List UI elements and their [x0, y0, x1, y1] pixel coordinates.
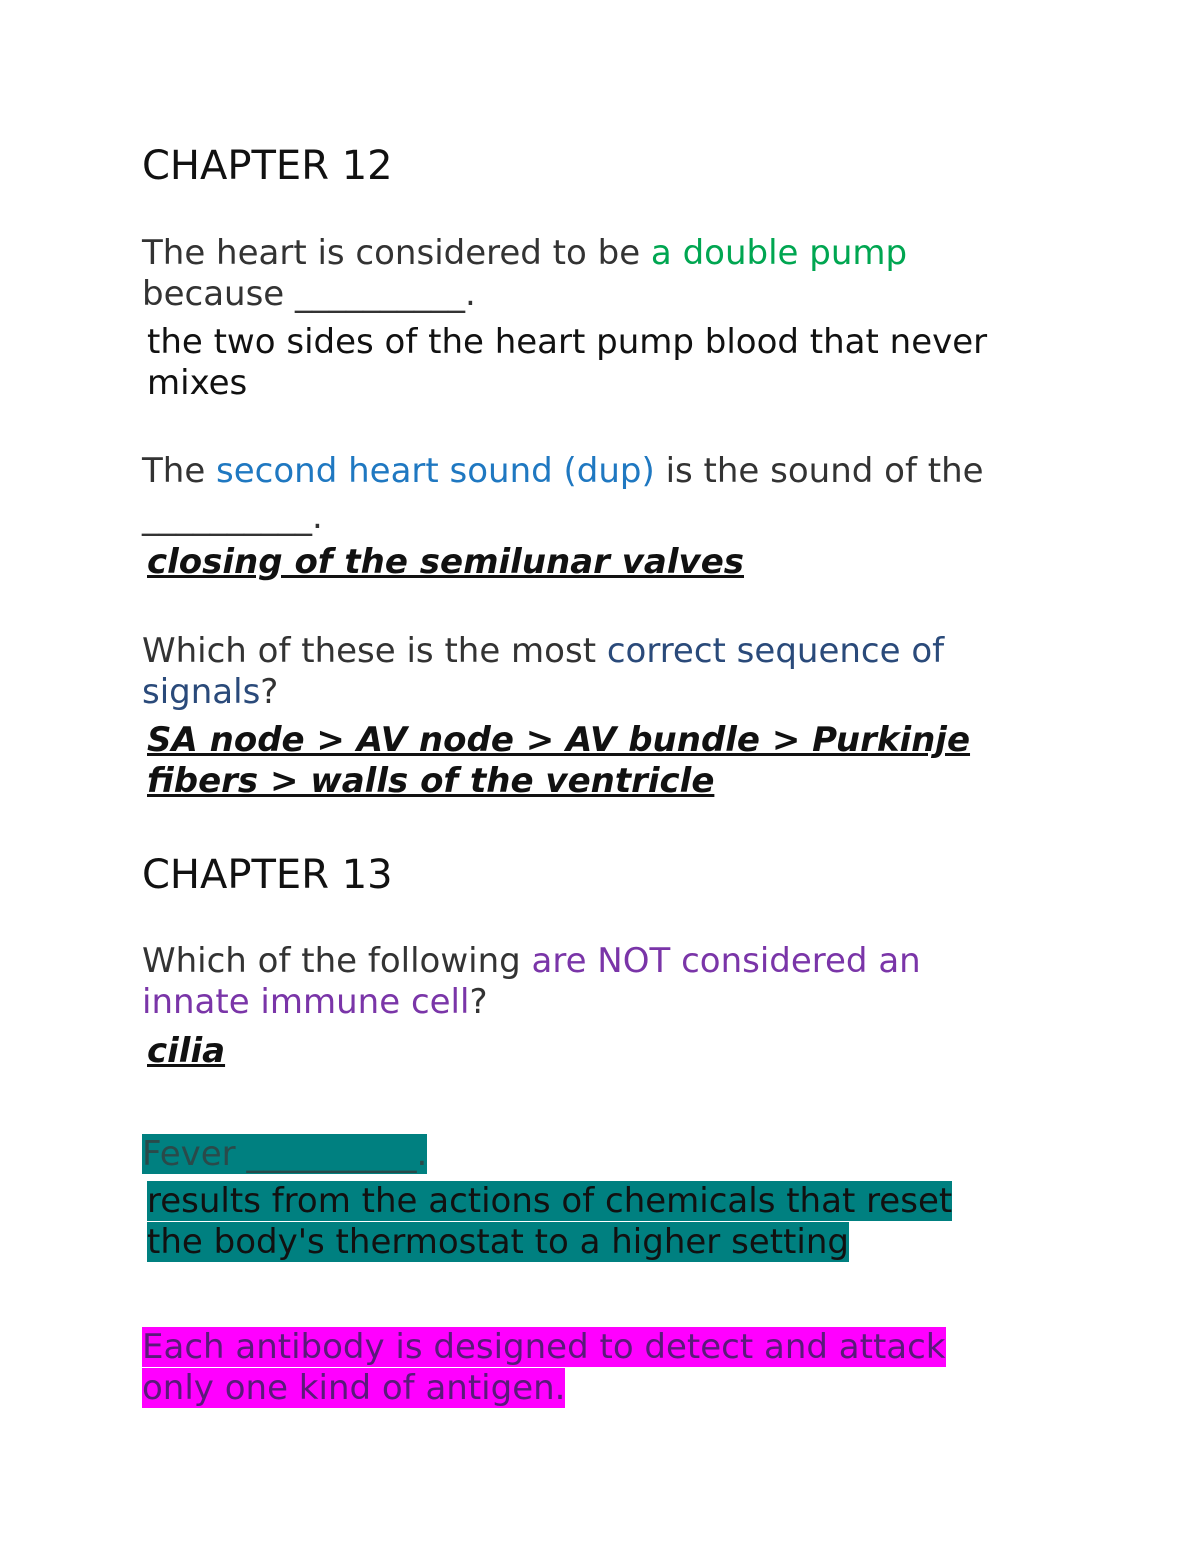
- ch13-q3-line1: [142, 1327, 946, 1368]
- chapter-12-heading: CHAPTER 12: [142, 143, 393, 189]
- ch13-q1-highlight-2: innate immune cell: [142, 982, 470, 1022]
- ch12-q2-highlight: second heart sound (dup): [216, 451, 655, 491]
- ch13-q2-text: Fever __________.: [142, 1134, 428, 1174]
- ch12-q3-highlight-1: correct sequence of: [606, 631, 945, 671]
- ch13-q1-line2: [142, 982, 488, 1023]
- ch13-q2-answer-text-1: results from the actions of chemicals that reset: [147, 1181, 953, 1221]
- ch13-q3-line2: [142, 1368, 565, 1409]
- ch13-q2-line: [142, 1134, 427, 1175]
- ch12-q2-line2: __________.: [142, 497, 323, 537]
- ch13-q2-answer-line1: [147, 1181, 952, 1222]
- ch13-q1-line1: [142, 941, 921, 982]
- ch12-q2-prefix: The: [142, 451, 217, 491]
- ch13-q1-prefix: Which of the following: [142, 941, 532, 981]
- ch12-q3-answer-line2: fibers > walls of the ventricle: [147, 761, 715, 801]
- ch12-q1-line2: because __________.: [142, 274, 476, 314]
- ch12-q3-line2: [142, 672, 278, 713]
- chapter-13-heading: CHAPTER 13: [142, 852, 393, 898]
- ch12-q2-suffix: is the sound of the: [654, 451, 984, 491]
- ch12-q3-prefix: Which of these is the most: [142, 631, 607, 671]
- ch13-q3-text-2: only one kind of antigen.: [142, 1368, 566, 1408]
- ch12-q1-line1: [142, 233, 907, 274]
- ch12-q1-highlight: a double pump: [650, 233, 908, 273]
- ch12-q1-answer-line1: the two sides of the heart pump blood that never: [147, 322, 988, 362]
- ch13-q3-text-1: Each antibody is designed to detect and attack: [142, 1327, 946, 1367]
- ch13-q2-answer-text-2: the body's thermostat to a higher setting: [147, 1222, 849, 1262]
- ch13-q1-suffix: ?: [469, 982, 488, 1022]
- ch12-q1-answer-line2: mixes: [147, 363, 248, 403]
- ch12-q2-answer: closing of the semilunar valves: [147, 542, 744, 582]
- ch12-q3-answer-line1: SA node > AV node > AV bundle > Purkinje: [147, 720, 971, 760]
- ch12-q1-prefix: The heart is considered to be: [142, 233, 651, 273]
- ch13-q1-highlight-1: are NOT considered an: [531, 941, 921, 981]
- ch12-q3-suffix: ?: [260, 672, 279, 712]
- ch13-q1-answer: cilia: [147, 1031, 226, 1071]
- ch13-q2-answer-line2: [147, 1222, 849, 1263]
- ch12-q3-highlight-2: signals: [142, 672, 261, 712]
- ch12-q2-line1: [142, 451, 984, 492]
- ch12-q3-line1: [142, 631, 944, 672]
